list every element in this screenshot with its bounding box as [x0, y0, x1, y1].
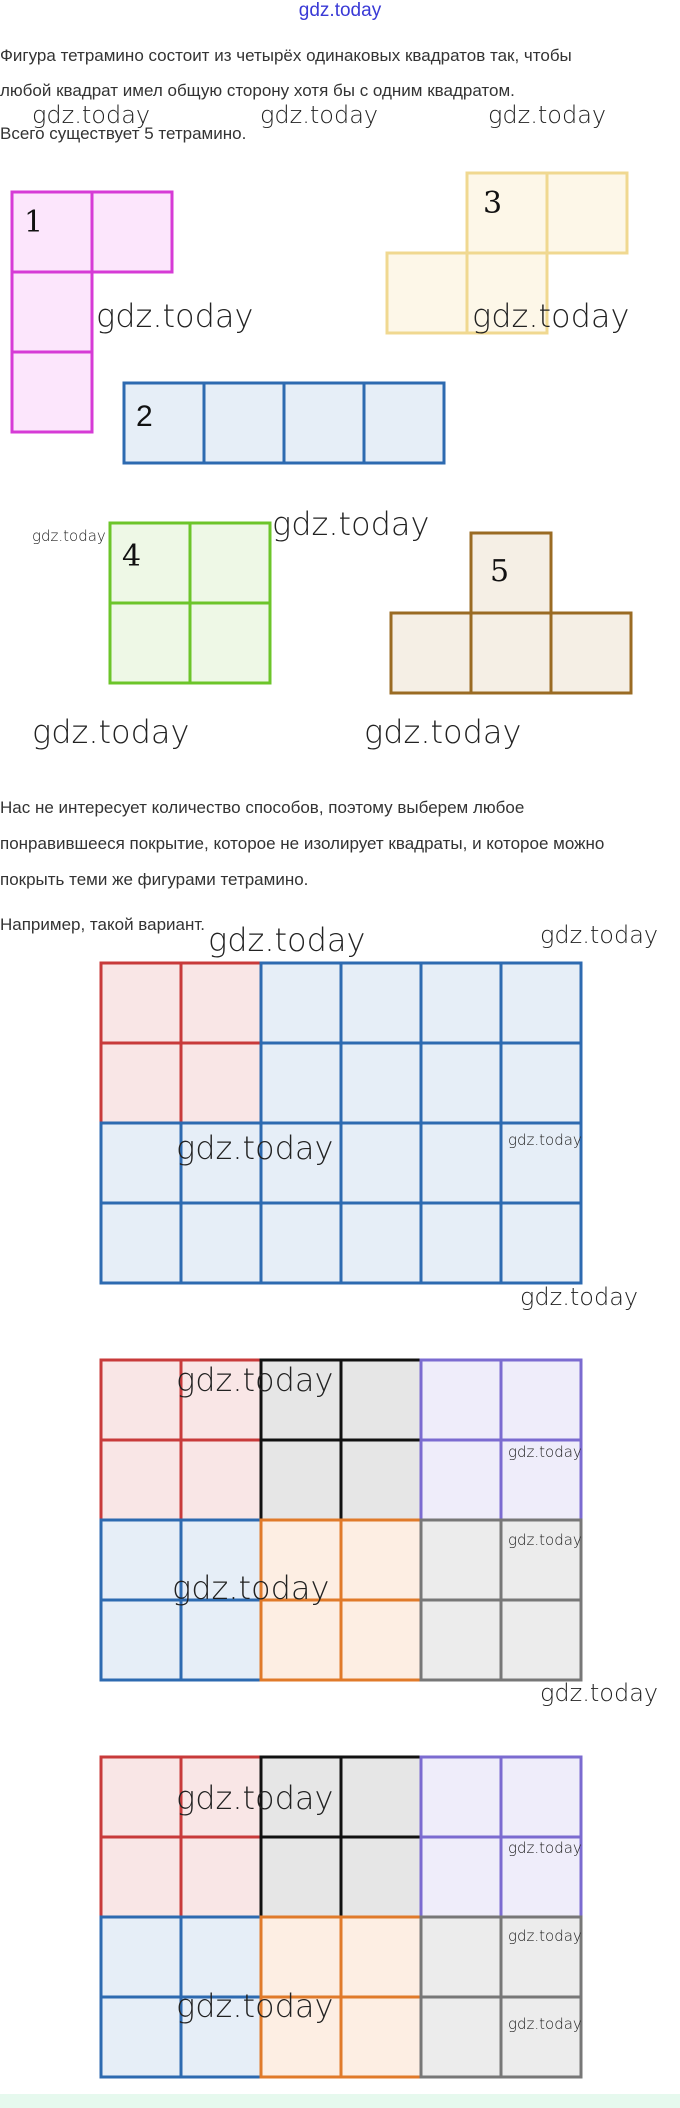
site-link[interactable]: gdz.today — [298, 0, 382, 21]
watermark: gdz.today — [508, 1443, 582, 1461]
watermark: gdz.today — [364, 713, 522, 751]
piece-number: 5 — [490, 554, 510, 589]
grid-cell — [501, 1757, 581, 1837]
watermark: gdz.today — [520, 1283, 639, 1311]
watermark: gdz.today — [176, 1987, 334, 2025]
watermark: gdz.today — [488, 101, 607, 129]
explanation-line-2: понравившееся покрытие, которое не изолирует квадраты, и которое можно — [0, 834, 605, 853]
grid-cell — [421, 1440, 501, 1520]
grid-cell — [261, 1917, 341, 1997]
grid-cell — [501, 1360, 581, 1440]
grid-cell — [387, 253, 467, 333]
intro-line-2: любой квадрат имел общую сторону хотя бы с одним квадратом. — [0, 81, 515, 100]
watermark: gdz.today — [508, 2015, 582, 2033]
explanation-line-1: Нас не интересует количество способов, поэтому выберем любое — [0, 798, 525, 817]
grid-cell — [284, 383, 364, 463]
grid-cell — [261, 1043, 341, 1123]
watermark: gdz.today — [172, 1569, 330, 1607]
grid-cell — [547, 173, 627, 253]
grid-cell — [341, 1440, 421, 1520]
grid-cell — [421, 1203, 501, 1283]
grid-cell — [341, 1123, 421, 1203]
grid-cell — [204, 383, 284, 463]
grid-cell — [341, 1757, 421, 1837]
grid-cell — [421, 1043, 501, 1123]
watermark: gdz.today — [508, 1839, 582, 1857]
grid-cell — [341, 1837, 421, 1917]
grid-cell — [421, 1917, 501, 1997]
grid-cell — [421, 1520, 501, 1600]
grid-cell — [341, 1043, 421, 1123]
watermark: gdz.today — [508, 1927, 582, 1945]
watermark: gdz.today — [540, 1679, 659, 1707]
grid-cell — [110, 603, 190, 683]
watermark: gdz.today — [176, 1361, 334, 1399]
grid-cell — [12, 352, 92, 432]
grid-cell — [181, 1043, 261, 1123]
grid-cell — [92, 192, 172, 272]
grid-cell — [12, 272, 92, 352]
grid-cell — [421, 1360, 501, 1440]
grid-cell — [101, 1203, 181, 1283]
watermark: gdz.today — [272, 505, 430, 543]
grid-cell — [341, 1520, 421, 1600]
footer-strip — [0, 2094, 680, 2108]
grid-cell — [101, 1837, 181, 1917]
grid-cell — [101, 963, 181, 1043]
grid-cell — [101, 1757, 181, 1837]
grid-cell — [101, 1520, 181, 1600]
grid-cell — [181, 1600, 261, 1680]
grid-cell — [181, 1917, 261, 1997]
piece-number: 2 — [136, 400, 153, 433]
watermark: gdz.today — [508, 1531, 582, 1549]
watermark: gdz.today — [540, 921, 659, 949]
grid-cell — [341, 1917, 421, 1997]
grid-cell — [261, 1600, 341, 1680]
grid-cell — [421, 1600, 501, 1680]
grid-cell — [467, 173, 547, 253]
grid-cell — [501, 1203, 581, 1283]
grid-cell — [101, 1440, 181, 1520]
intro-line-3: Всего существует 5 тетрамино. — [0, 124, 247, 143]
grid-cell — [421, 1837, 501, 1917]
piece-number: 3 — [483, 186, 503, 221]
intro-line-1: Фигура тетрамино состоит из четырёх одинаковых квадратов так, чтобы — [0, 46, 572, 65]
watermark: gdz.today — [176, 1779, 334, 1817]
grid-cell — [364, 383, 444, 463]
grid-cell — [341, 1360, 421, 1440]
grid-cell — [391, 613, 471, 693]
grid-cell — [181, 1837, 261, 1917]
grid-cell — [101, 1043, 181, 1123]
piece-number: 1 — [24, 205, 44, 240]
grid-cell — [341, 1203, 421, 1283]
watermark: gdz.today — [508, 1131, 582, 1149]
watermark: gdz.today — [32, 527, 106, 545]
grid-cell — [101, 1123, 181, 1203]
watermark: gdz.today — [32, 101, 151, 129]
grid-cell — [181, 1203, 261, 1283]
grid-cell — [101, 1600, 181, 1680]
grid-cell — [421, 963, 501, 1043]
grid-cell — [471, 533, 551, 613]
watermark: gdz.today — [96, 297, 254, 335]
grid-cell — [501, 1600, 581, 1680]
grid-cell — [341, 1600, 421, 1680]
watermark: gdz.today — [472, 297, 630, 335]
watermark: gdz.today — [208, 921, 366, 959]
grid-cell — [261, 1440, 341, 1520]
grid-cell — [341, 1997, 421, 2077]
grid-cell — [421, 1123, 501, 1203]
explanation-line-4: Например, такой вариант. — [0, 915, 205, 934]
grid-cell — [190, 603, 270, 683]
grid-cell — [190, 523, 270, 603]
grid-cell — [261, 963, 341, 1043]
grid-cell — [101, 1917, 181, 1997]
watermark: gdz.today — [32, 713, 190, 751]
explanation-line-3: покрыть теми же фигурами тетрамино. — [0, 870, 309, 889]
grid-cell — [501, 963, 581, 1043]
piece-number: 4 — [122, 539, 142, 574]
grid-cell — [471, 613, 551, 693]
watermark: gdz.today — [176, 1129, 334, 1167]
grid-cell — [501, 1997, 581, 2077]
grid-cell — [421, 1757, 501, 1837]
grid-cell — [101, 1360, 181, 1440]
watermark: gdz.today — [260, 101, 379, 129]
grid-cell — [501, 1043, 581, 1123]
grid-cell — [551, 613, 631, 693]
grid-cell — [261, 1837, 341, 1917]
grid-cell — [341, 963, 421, 1043]
grid-cell — [421, 1997, 501, 2077]
grid-cell — [261, 1203, 341, 1283]
grid-cell — [181, 963, 261, 1043]
grid-cell — [181, 1440, 261, 1520]
grid-cell — [101, 1997, 181, 2077]
